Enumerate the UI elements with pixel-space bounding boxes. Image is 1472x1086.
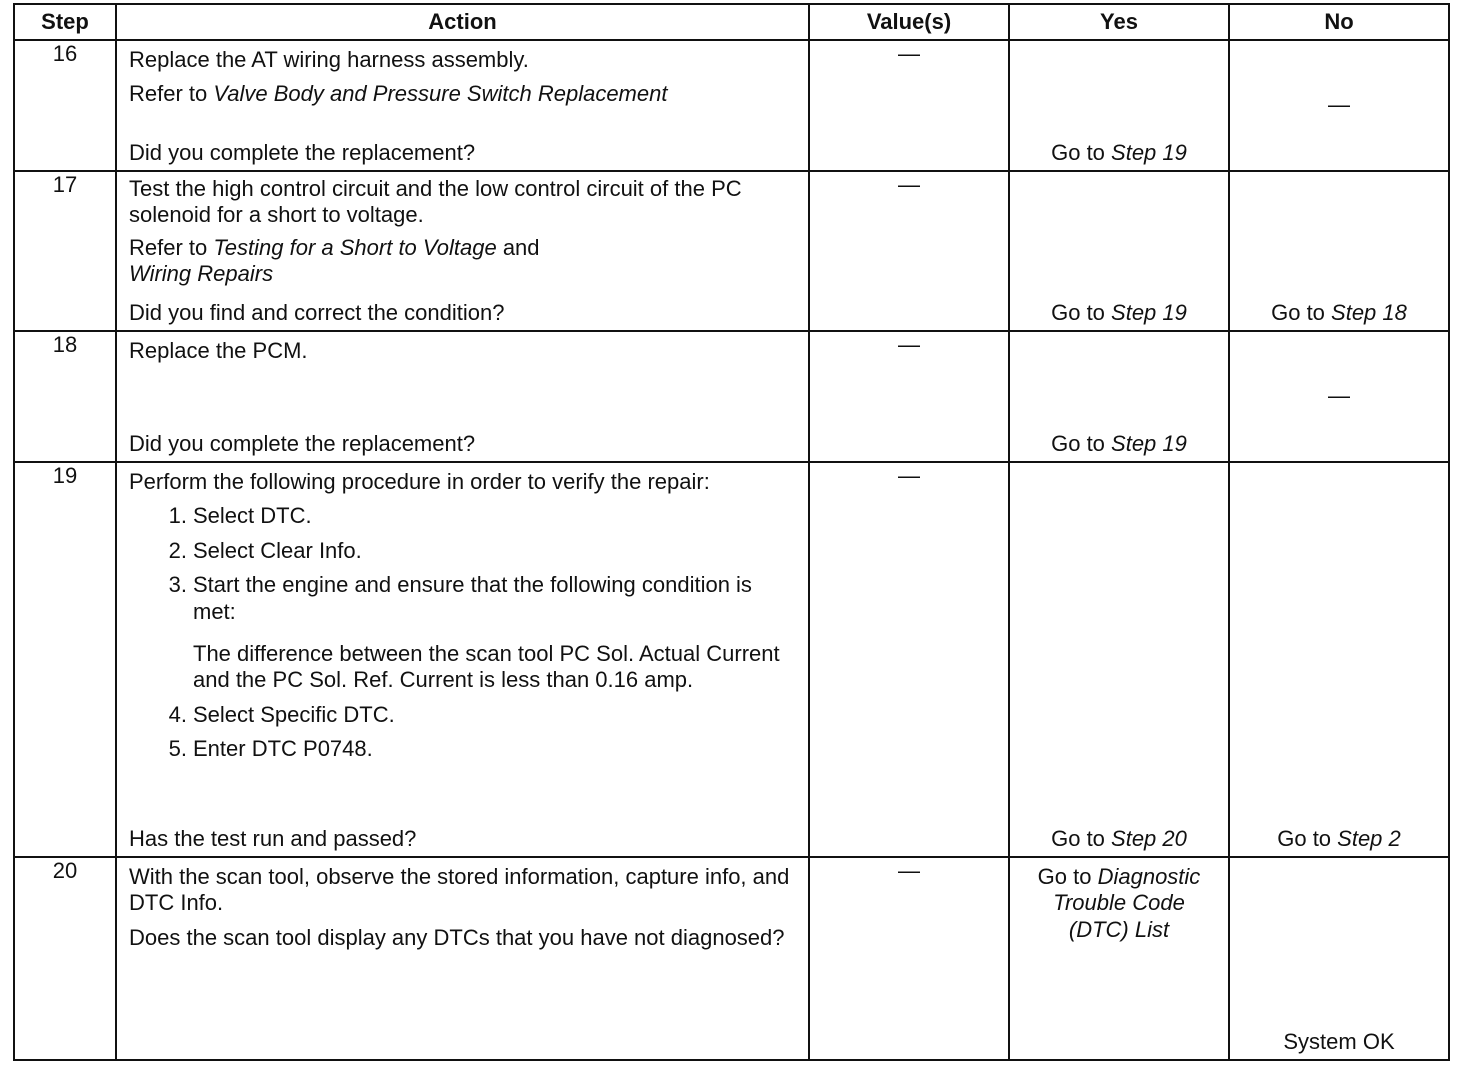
no-cell [1229,331,1449,462]
action-text: Perform the following procedure in order to verify the repair: [129,469,710,494]
action-cell [116,857,809,1060]
reference-link[interactable]: Wiring Repairs [129,261,274,287]
reference-text: Refer to Testing for a Short to Voltage and Wiring Repairs [129,234,540,287]
step-number: 17 [14,171,116,331]
yes-cell [1009,857,1229,1060]
dash: — [898,463,920,488]
condition-text: The difference between the scan tool PC Sol. Actual Current and the PC Sol. Ref. Current is less than 0.16 amp. [193,640,780,693]
action-cell [116,331,809,462]
step-number: 16 [14,40,116,171]
header-values: Value(s) [809,4,1009,40]
table-row-step-17 [14,171,1449,331]
value-cell [809,331,1009,462]
yes-goto[interactable]: Go to Diagnostic Trouble Code (DTC) List [1037,864,1201,942]
dash: — [1328,383,1350,409]
procedure-list [129,503,798,633]
question-text: Did you complete the replacement? [129,139,476,165]
step-number: 18 [14,331,116,462]
yes-goto[interactable]: Go to Step 19 [1051,430,1187,456]
step-number: 19 [14,462,116,857]
header-action: Action [116,4,809,40]
reference-link[interactable]: Testing for a Short to Voltage [213,234,497,260]
action-text: Replace the AT wiring harness assembly. [129,47,529,72]
yes-cell [1009,171,1229,331]
step-number: 20 [14,857,116,1060]
reference-link[interactable]: Valve Body and Pressure Switch Replacement [213,81,668,107]
action-text: With the scan tool, observe the stored information, capture info, and DTC Info. [129,864,790,916]
dash: — [1328,92,1350,118]
list-item: 2. Select Clear Info. [168,537,362,563]
diagnostic-table [13,3,1450,1061]
no-cell [1229,171,1449,331]
no-cell [1229,40,1449,171]
no-cell [1229,857,1449,1060]
question-text: Did you complete the replacement? [129,430,476,456]
no-goto[interactable]: Go to Step 18 [1271,299,1407,325]
yes-goto[interactable]: Go to Step 19 [1051,299,1187,325]
procedure-list [129,702,798,771]
list-item: 1. Select DTC. [168,503,312,529]
header-no: No [1229,4,1449,40]
value-cell [809,40,1009,171]
header-row [14,4,1449,40]
reference-text: Refer to Valve Body and Pressure Switch Replacement [129,81,668,107]
list-item: 5. Enter DTC P0748. [168,736,373,762]
action-cell [116,462,809,857]
value-cell [809,857,1009,1060]
no-result: System OK [1283,1028,1395,1054]
no-cell [1229,462,1449,857]
no-goto[interactable]: Go to Step 2 [1277,825,1401,851]
question-text: Does the scan tool display any DTCs that you have not diagnosed? [129,924,785,950]
action-cell [116,40,809,171]
table-row-step-19 [14,462,1449,857]
yes-cell [1009,462,1229,857]
value-cell [809,171,1009,331]
table-row-step-16 [14,40,1449,171]
dash: — [898,858,920,883]
dash: — [898,41,920,66]
value-cell [809,462,1009,857]
yes-cell [1009,40,1229,171]
header-step: Step [14,4,116,40]
yes-goto[interactable]: Go to Step 19 [1051,139,1187,165]
question-text: Has the test run and passed? [129,825,417,851]
header-yes: Yes [1009,4,1229,40]
action-text: Test the high control circuit and the low control circuit of the PC solenoid for a short to voltage. [129,176,742,228]
yes-goto[interactable]: Go to Step 20 [1051,825,1187,851]
dash: — [898,332,920,357]
action-cell [116,171,809,331]
list-item: 3. Start the engine and ensure that the following condition is met: [168,572,752,624]
question-text: Did you find and correct the condition? [129,299,505,325]
list-item: 4. Select Specific DTC. [168,701,395,727]
dash: — [898,172,920,197]
table-row-step-20 [14,857,1449,1060]
table-row-step-18 [14,331,1449,462]
yes-cell [1009,331,1229,462]
action-text: Replace the PCM. [129,338,308,363]
